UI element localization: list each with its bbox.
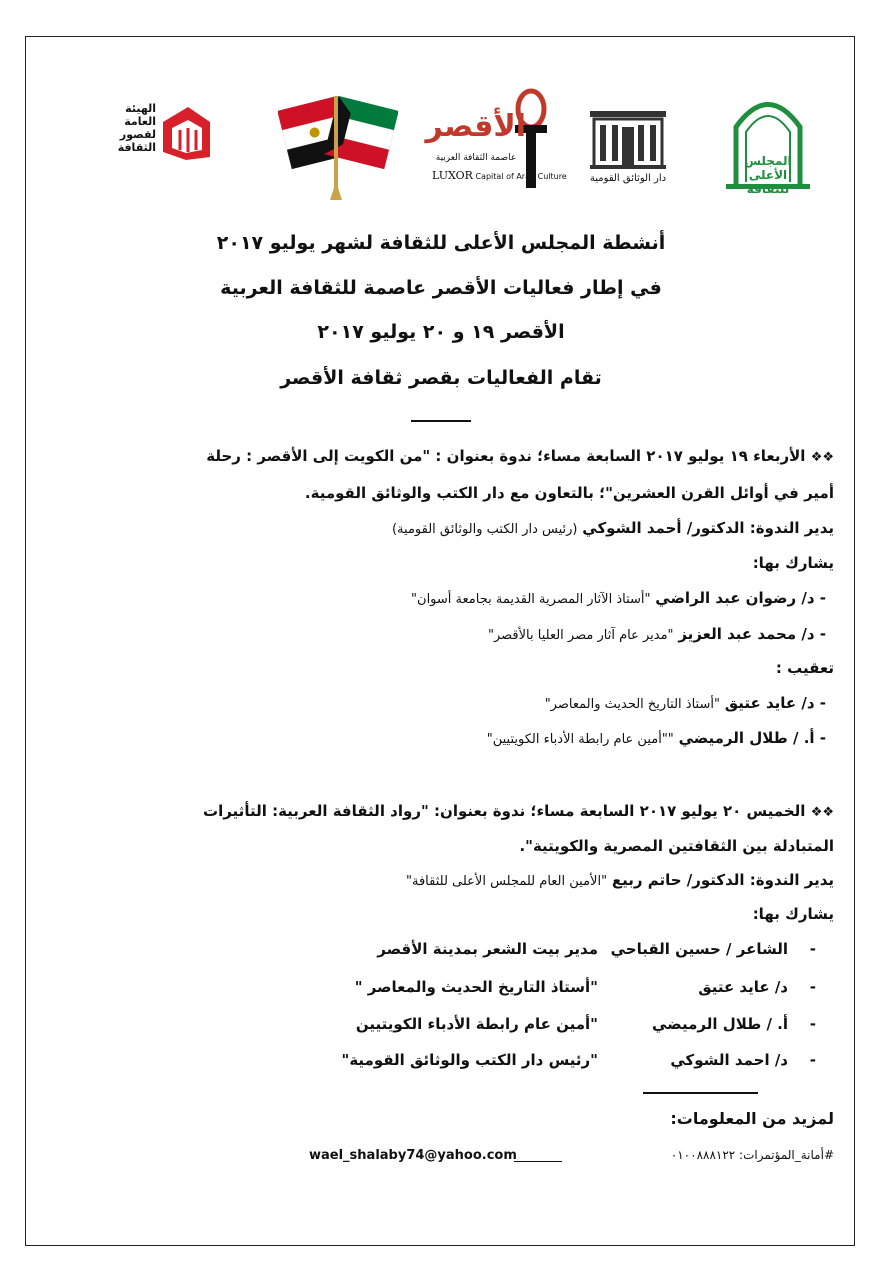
gocp-book-icon: [158, 102, 213, 162]
contact-email[interactable]: wael_shalaby74@yahoo.com: [309, 1148, 517, 1163]
heading-line-2: في إطار فعاليات الأقصر عاصمة للثقافة العربية: [220, 277, 662, 299]
contact-line: #أمانة_المؤتمرات: ٠١٠٠٨٨٨١٢٢: [670, 1148, 834, 1162]
event1-commentator: - أ. / طلال الرميضي ""أمين عام رابطة الأدباء الكويتيين": [486, 729, 826, 747]
event1-participant: - د/ رضوان عبد الراضي "أستاذ الآثار المصرية القديمة بجامعة أسوان": [411, 589, 826, 607]
heading-line-3: الأقصر ١٩ و ٢٠ يوليو ٢٠١٧: [317, 321, 565, 343]
heading-line-4: تقام الفعاليات بقصر ثقافة الأقصر: [280, 367, 602, 389]
council-caption: المجلس الأعلى للثقافة: [744, 154, 792, 196]
archives-caption: دار الوثائق القومية: [589, 173, 667, 184]
gocp-logo: الهيئة العامة لقصور الثقافة: [106, 102, 216, 172]
heading-line-1: أنشطة المجلس الأعلى للثقافة لشهر يوليو ٢٠١٧: [216, 232, 666, 254]
footer-divider: [643, 1092, 758, 1094]
luxor-capital-logo: [425, 87, 567, 207]
event1-participants-label: يشارك بها:: [752, 554, 834, 572]
event2-intro-line1: ❖❖ الخميس ٢٠ يوليو ٢٠١٧ السابعة مساء؛ ندوة بعنوان: "رواد الثقافة العربية: التأثيرات: [203, 802, 834, 820]
archives-building-icon: [586, 107, 670, 169]
luxor-title: الأقصر: [425, 109, 526, 144]
heading-divider: [411, 420, 471, 422]
diamond-bullet-icon: ❖❖: [810, 450, 834, 465]
event1-comment-label: تعقيب :: [775, 659, 834, 677]
event2-participant-row: -أ. / طلال الرميضي"أمين عام رابطة الأدباء الكويتيين: [355, 1015, 816, 1033]
event2-participants-label: يشارك بها:: [752, 905, 834, 923]
diamond-bullet-icon: ❖❖: [810, 805, 834, 820]
event2-participant-row: -د/ عايد عتيق"أستاذ التاريخ الحديث والمعاصر ": [354, 978, 816, 996]
luxor-latin: LUXOR: [432, 169, 473, 182]
national-archives-logo: [586, 107, 676, 202]
event2-intro-line2: المتبادلة بين الثقافتين المصرية والكويتية".: [519, 837, 834, 855]
logos-row: [26, 82, 856, 212]
contact-separator: [514, 1161, 562, 1162]
supreme-council-logo: [726, 82, 816, 202]
event1-commentator: - د/ عايد عتيق "أستاذ التاريخ الحديث والمعاصر": [544, 694, 826, 712]
event1-intro-line2: أمير في أوائل القرن العشرين"؛ بالتعاون مع دار الكتب والوثائق القومية.: [304, 484, 834, 502]
event2-moderator: يدير الندوة: الدكتور/ حاتم ربيع "الأمين العام للمجلس الأعلى للثقافة": [406, 871, 834, 889]
document-page: [25, 36, 855, 1246]
event2-participant-row: -الشاعر / حسين القباحيمدير بيت الشعر بمدينة الأقصر: [377, 940, 816, 958]
egypt-kuwait-flags-icon: [278, 82, 398, 202]
event1-intro-line1: ❖❖ الأربعاء ١٩ يوليو ٢٠١٧ السابعة مساء؛ ندوة بعنوان : "من الكويت إلى الأقصر : رحلة: [206, 447, 834, 465]
event2-participant-row: -د/ احمد الشوكي"رئيس دار الكتب والوثائق القومية": [341, 1051, 816, 1069]
luxor-latin-sub: Capital of Arab Culture: [475, 172, 567, 181]
event1-moderator: يدير الندوة: الدكتور/ أحمد الشوكي (رئيس دار الكتب والوثائق القومية): [391, 519, 834, 537]
event1-participant: - د/ محمد عبد العزيز "مدير عام آثار مصر العليا بالأقصر": [488, 625, 826, 643]
more-info-label: لمزيد من المعلومات:: [670, 1109, 834, 1128]
luxor-subtitle: عاصمة الثقافة العربية: [435, 153, 517, 163]
